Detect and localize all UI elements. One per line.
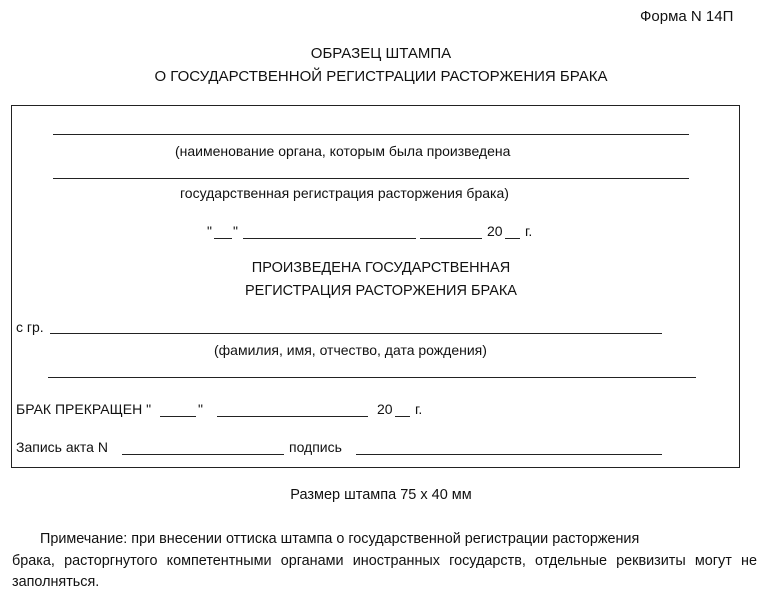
organ-line-2 (53, 178, 689, 179)
with-label: с гр. (16, 319, 44, 335)
date-year-suffix: г. (525, 223, 533, 239)
stamp-size-note: Размер штампа 75 х 40 мм (290, 487, 472, 503)
date-year-prefix: 20 (487, 223, 503, 239)
record-number-blank (122, 454, 284, 455)
terminated-month-blank (217, 416, 368, 417)
date-day-blank (214, 238, 232, 239)
form-number: Форма N 14П (640, 8, 734, 25)
record-label: Запись акта N (16, 439, 108, 455)
signature-blank (356, 454, 662, 455)
terminated-day-blank (160, 416, 196, 417)
page-title-line-1: ОБРАЗЕЦ ШТАМПА (310, 45, 452, 62)
stamp-heading-line-1: ПРОИЗВЕДЕНА ГОСУДАРСТВЕННАЯ (251, 260, 511, 276)
terminated-year-suffix: г. (415, 401, 423, 417)
signature-label: подпись (289, 439, 342, 455)
date-quote-close: " (233, 223, 238, 239)
date-extra-blank (420, 238, 482, 239)
person-line-2 (48, 377, 696, 378)
terminated-quote-close: " (198, 401, 203, 417)
terminated-year-blank (395, 416, 410, 417)
person-line-1 (50, 333, 662, 334)
terminated-label: БРАК ПРЕКРАЩЕН " (16, 401, 152, 417)
organ-line-1 (53, 134, 689, 135)
organ-caption-2: государственная регистрация расторжения брака) (180, 185, 509, 201)
date-quote-open: " (207, 223, 212, 239)
date-month-blank (243, 238, 416, 239)
stamp-heading-line-2: РЕГИСТРАЦИЯ РАСТОРЖЕНИЯ БРАКА (245, 283, 517, 299)
page-title-line-2: О ГОСУДАРСТВЕННОЙ РЕГИСТРАЦИИ РАСТОРЖЕНИЯ БРАКА (154, 68, 608, 85)
note-first-line: Примечание: при внесении оттиска штампа о государственной регистрации расторжения (40, 531, 640, 547)
date-year-blank (505, 238, 520, 239)
person-caption: (фамилия, имя, отчество, дата рождения) (214, 342, 487, 358)
organ-caption-1: (наименование органа, которым была произведена (175, 143, 511, 159)
terminated-year-prefix: 20 (377, 401, 393, 417)
note-continuation: брака, расторгнутого компетентными органами иностранных государств, отдельные реквизиты могут не заполняться. (12, 553, 757, 590)
